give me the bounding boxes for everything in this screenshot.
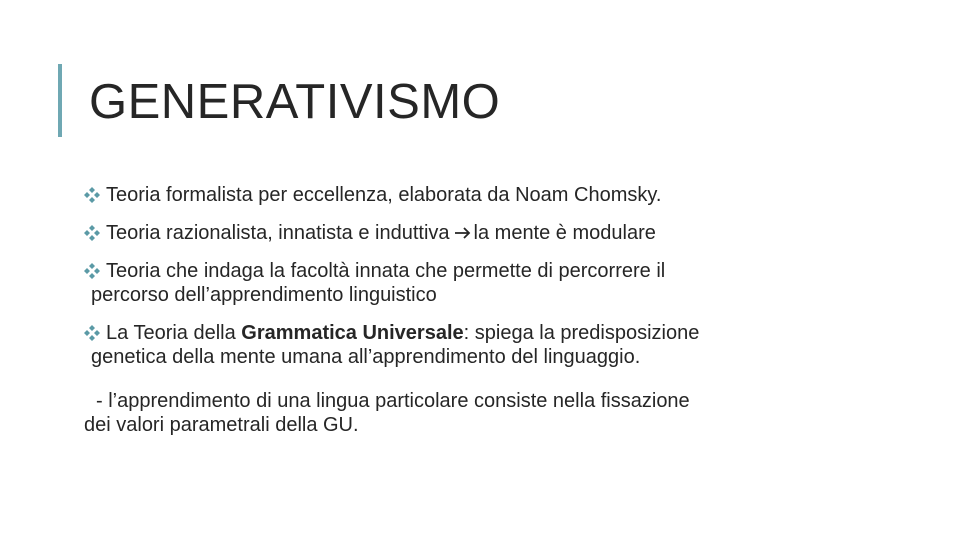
diamond-bullet-icon [84, 187, 100, 203]
bullet-text: La Teoria della [106, 322, 242, 344]
bullet-text-after-arrow: la mente è modulare [473, 222, 656, 244]
bullet-text: Teoria formalista per eccellenza, elaborata da Noam Chomsky. [106, 184, 662, 206]
sub-note-line-2: dei valori parametrali della GU. [84, 414, 359, 436]
bullet-item-4 [84, 321, 864, 369]
slide-title: GENERATIVISMO [89, 75, 501, 129]
slide-content [84, 183, 864, 437]
bullet-text: Teoria che indaga la facoltà innata che permette di percorrere il [106, 260, 666, 282]
sub-note [84, 389, 864, 437]
bullet-text-continuation: percorso dell’apprendimento linguistico [91, 284, 437, 306]
right-arrow-icon [454, 226, 472, 240]
bullet-item-2 [84, 221, 864, 245]
bullet-text-continuation: genetica della mente umana all’apprendimento del linguaggio. [91, 346, 641, 368]
bullet-item-3 [84, 259, 864, 307]
bullet-text-after: : spiega la predisposizione [463, 322, 700, 344]
bullet-text: Teoria razionalista, innatista e induttiva [106, 222, 450, 244]
diamond-bullet-icon [84, 325, 100, 341]
title-accent-bar [58, 64, 62, 137]
sub-note-line-1: - l’apprendimento di una lingua particolare consiste nella fissazione [96, 390, 690, 412]
diamond-bullet-icon [84, 225, 100, 241]
bullet-item-1 [84, 183, 864, 207]
bold-term: Grammatica Universale [241, 322, 464, 344]
diamond-bullet-icon [84, 263, 100, 279]
